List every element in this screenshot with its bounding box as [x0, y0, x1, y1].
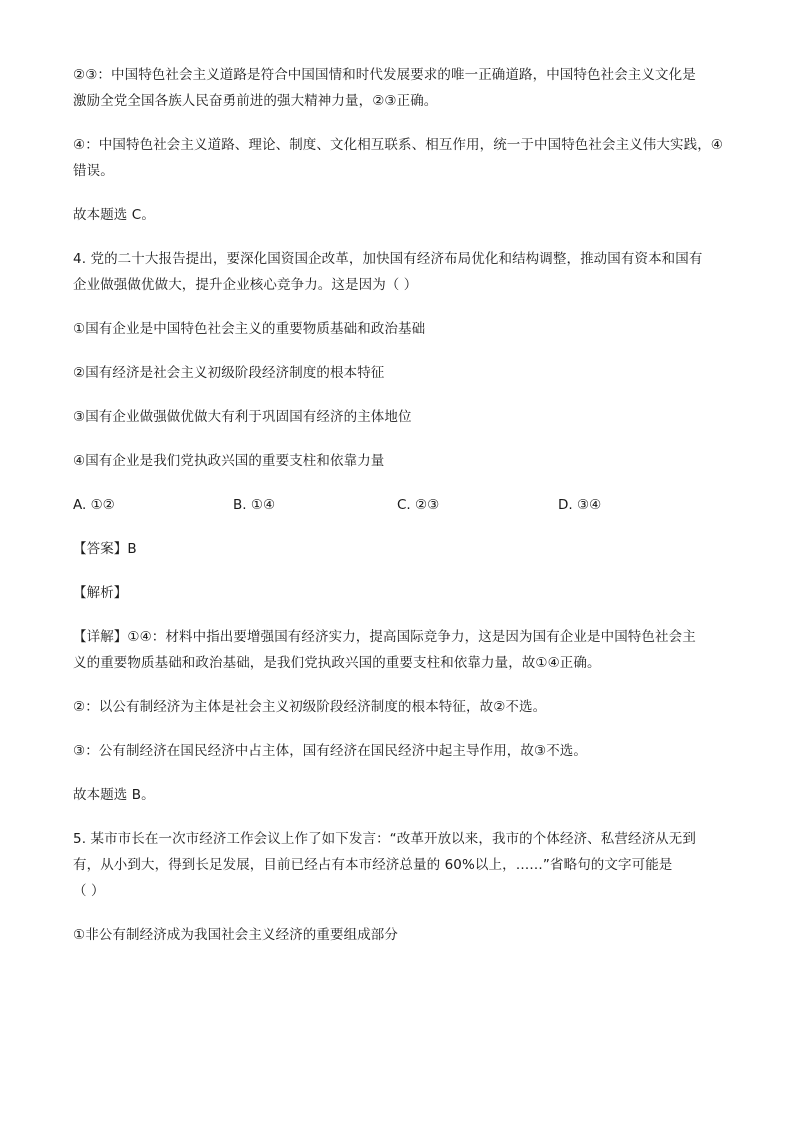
- text-line: ②：以公有制经济为主体是社会主义初级阶段经济制度的根本特征，故②不选。: [73, 699, 547, 715]
- detail-2: [73, 694, 753, 720]
- text-line: ④：中国特色社会主义道路、理论、制度、文化相互联系、相互作用，统一于中国特色社会主义伟大实践，④: [73, 137, 724, 153]
- analysis-tag: 【解析】: [73, 585, 128, 601]
- text-line: （ ）: [73, 883, 105, 899]
- analysis-tag-line: [73, 580, 753, 606]
- text-line: ①国有企业是中国特色社会主义的重要物质基础和政治基础: [73, 321, 426, 337]
- text-line: 4. 党的二十大报告提出，要深化国资国企改革，加快国有经济布局优化和结构调整，推动国有资本和国有: [73, 251, 703, 267]
- conclusion: [73, 782, 753, 808]
- text-line: 企业做强做优做大，提升企业核心竞争力。这是因为（ ）: [73, 277, 418, 293]
- paragraph-answer-c: [73, 202, 753, 228]
- paragraph-analysis-23: [73, 62, 753, 114]
- question-4-item-4: [73, 448, 753, 474]
- paragraph-analysis-4: [73, 132, 753, 184]
- answer-text: 【答案】B: [73, 541, 137, 557]
- question-4-stem: [73, 246, 753, 298]
- text-line: ③：公有制经济在国民经济中占主体，国有经济在国民经济中起主导作用，故③不选。: [73, 743, 588, 759]
- document-page: [73, 62, 753, 966]
- text-line: 有，从小到大，得到长足发展，目前已经占有本市经济总量的 60%以上，……”省略句的文字可能是: [73, 857, 673, 873]
- question-4-item-1: [73, 316, 753, 342]
- question-4-item-2: [73, 360, 753, 386]
- option-d: D. ③④: [558, 497, 602, 513]
- text-line: ②国有经济是社会主义初级阶段经济制度的根本特征: [73, 365, 385, 381]
- text-line: ②③：中国特色社会主义道路是符合中国国情和时代发展要求的唯一正确道路，中国特色社会主义文化是: [73, 67, 696, 83]
- text-line: 义的重要物质基础和政治基础，是我们党执政兴国的重要支柱和依靠力量，故①④正确。: [73, 655, 601, 671]
- text-line: 故本题选 C。: [73, 207, 155, 223]
- answer-line: [73, 536, 753, 562]
- question-5-stem: [73, 826, 753, 904]
- text-line: ①非公有制经济成为我国社会主义经济的重要组成部分: [73, 927, 399, 943]
- option-c: C. ②③: [397, 497, 440, 513]
- text-line: 【详解】①④：材料中指出要增强国有经济实力，提高国际竞争力，这是因为国有企业是中国特色社会主: [73, 629, 696, 645]
- text-line: ④国有企业是我们党执政兴国的重要支柱和依靠力量: [73, 453, 385, 469]
- text-line: 故本题选 B。: [73, 787, 155, 803]
- text-line: 激励全党全国各族人民奋勇前进的强大精神力量，②③正确。: [73, 93, 438, 109]
- option-b: B. ①④: [233, 497, 276, 513]
- detail-3: [73, 738, 753, 764]
- text-line: 5. 某市市长在一次市经济工作会议上作了如下发言：“改革开放以来，我市的个体经济、私营经济从无到: [73, 831, 696, 847]
- detail-paragraph: [73, 624, 753, 676]
- option-a: A. ①②: [73, 497, 115, 513]
- question-4-item-3: [73, 404, 753, 430]
- text-line: ③国有企业做强做优做大有利于巩固国有经济的主体地位: [73, 409, 412, 425]
- question-5-item-1: [73, 922, 753, 948]
- text-line: 错误。: [73, 163, 114, 179]
- question-4-options: [73, 492, 753, 518]
